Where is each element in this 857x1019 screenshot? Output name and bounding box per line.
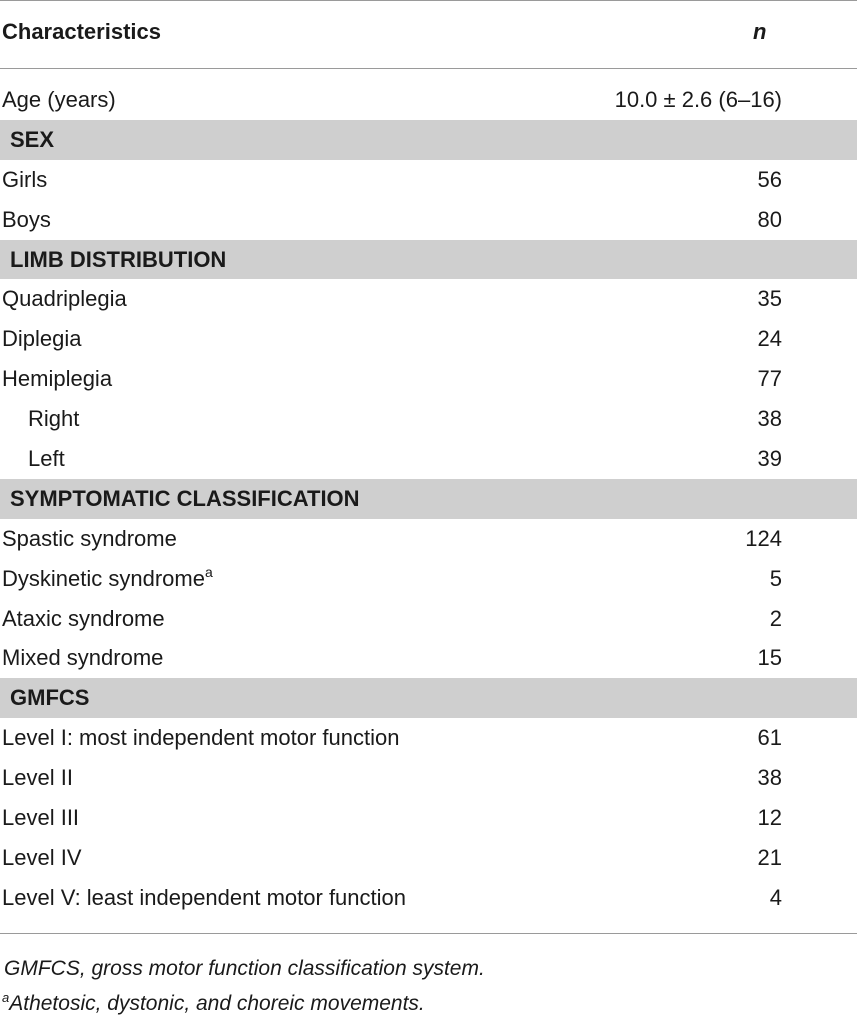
section-label: SYMPTOMATIC CLASSIFICATION [10,485,360,511]
section-header [0,678,857,718]
table-row [0,439,857,479]
row-label [2,805,79,831]
row-label [2,207,51,233]
row-label [2,167,47,193]
row-label-text: Quadriplegia [2,286,127,312]
row-label [2,563,213,592]
row-value: 15 [757,645,782,671]
row-label [2,765,73,791]
row-label-text: Level II [2,765,73,791]
row-label-text: Ataxic syndrome [2,605,165,631]
row-value: 61 [757,725,782,751]
table-header [0,0,857,68]
row-value: 77 [757,366,782,392]
row-label-text: Mixed syndrome [2,645,164,671]
row-label-text: Level IV [2,844,82,870]
footnote-gmfcs [4,957,485,981]
table-row [0,718,857,758]
row-label-text: Boys [2,206,51,232]
table-row [0,80,857,120]
section-label: SEX [10,126,55,152]
row-value: 2 [769,605,782,631]
row-label [2,526,177,552]
bottom-rule [0,933,857,934]
row-value: 21 [757,844,782,870]
table-row [0,279,857,319]
table-row [0,160,857,200]
row-value: 38 [757,765,782,791]
footnote-a [2,992,425,1016]
row-label-text: Level III [2,805,80,831]
table-body [0,80,857,918]
table-row [0,838,857,878]
row-value: 35 [757,286,782,312]
footnote-marker: a [204,563,213,580]
header-n: n [753,19,767,44]
row-label [2,885,406,911]
row-label [2,87,116,113]
row-label [2,286,127,312]
row-label [2,845,82,871]
row-value: 56 [757,166,782,192]
row-value: 80 [757,206,782,232]
table-row [0,319,857,359]
footnote-gmfcs-text: GMFCS, gross motor function classification system. [4,957,485,980]
row-label [2,326,82,352]
section-header [0,479,857,519]
table-row [0,798,857,838]
row-value: 39 [757,446,782,472]
section-header [0,240,857,280]
section-label: LIMB DISTRIBUTION [10,246,227,272]
footnote-a-marker: a [2,990,10,1005]
row-label [28,446,65,472]
row-label [2,606,165,632]
row-value: 10.0 ± 2.6 (6–16) [614,87,782,112]
row-value: 4 [769,884,782,910]
row-label-text: Left [28,446,65,472]
row-label-text: Spastic syndrome [2,525,177,551]
row-label-text: Right [28,406,80,432]
table-row [0,878,857,918]
section-header [0,120,857,160]
row-value: 12 [757,805,782,831]
table-row [0,200,857,240]
row-label-text: Girls [2,166,48,192]
header-characteristics: Characteristics [2,19,161,44]
row-label-text: Level V: least independent motor function [2,884,407,910]
row-label [2,366,112,392]
table-row [0,559,857,599]
row-label [2,645,163,671]
row-value: 24 [757,326,782,352]
row-label [2,725,399,751]
table-row [0,399,857,439]
footnote-a-text: Athetosic, dystonic, and choreic movements. [9,992,425,1015]
table-row [0,359,857,399]
row-value: 38 [757,406,782,432]
row-value: 124 [745,525,782,551]
table-row [0,638,857,678]
table-row [0,519,857,559]
row-label [28,406,79,432]
header-rule [0,68,857,69]
row-label-text: Dyskinetic syndrome [2,565,205,591]
section-label: GMFCS [10,685,90,711]
table-row [0,758,857,798]
row-label-text: Age (years) [2,87,116,112]
row-value: 5 [769,565,782,591]
row-label-text: Level I: most independent motor function [2,725,400,751]
table-row [0,599,857,639]
row-label-text: Diplegia [2,326,82,352]
row-label-text: Hemiplegia [2,366,113,392]
